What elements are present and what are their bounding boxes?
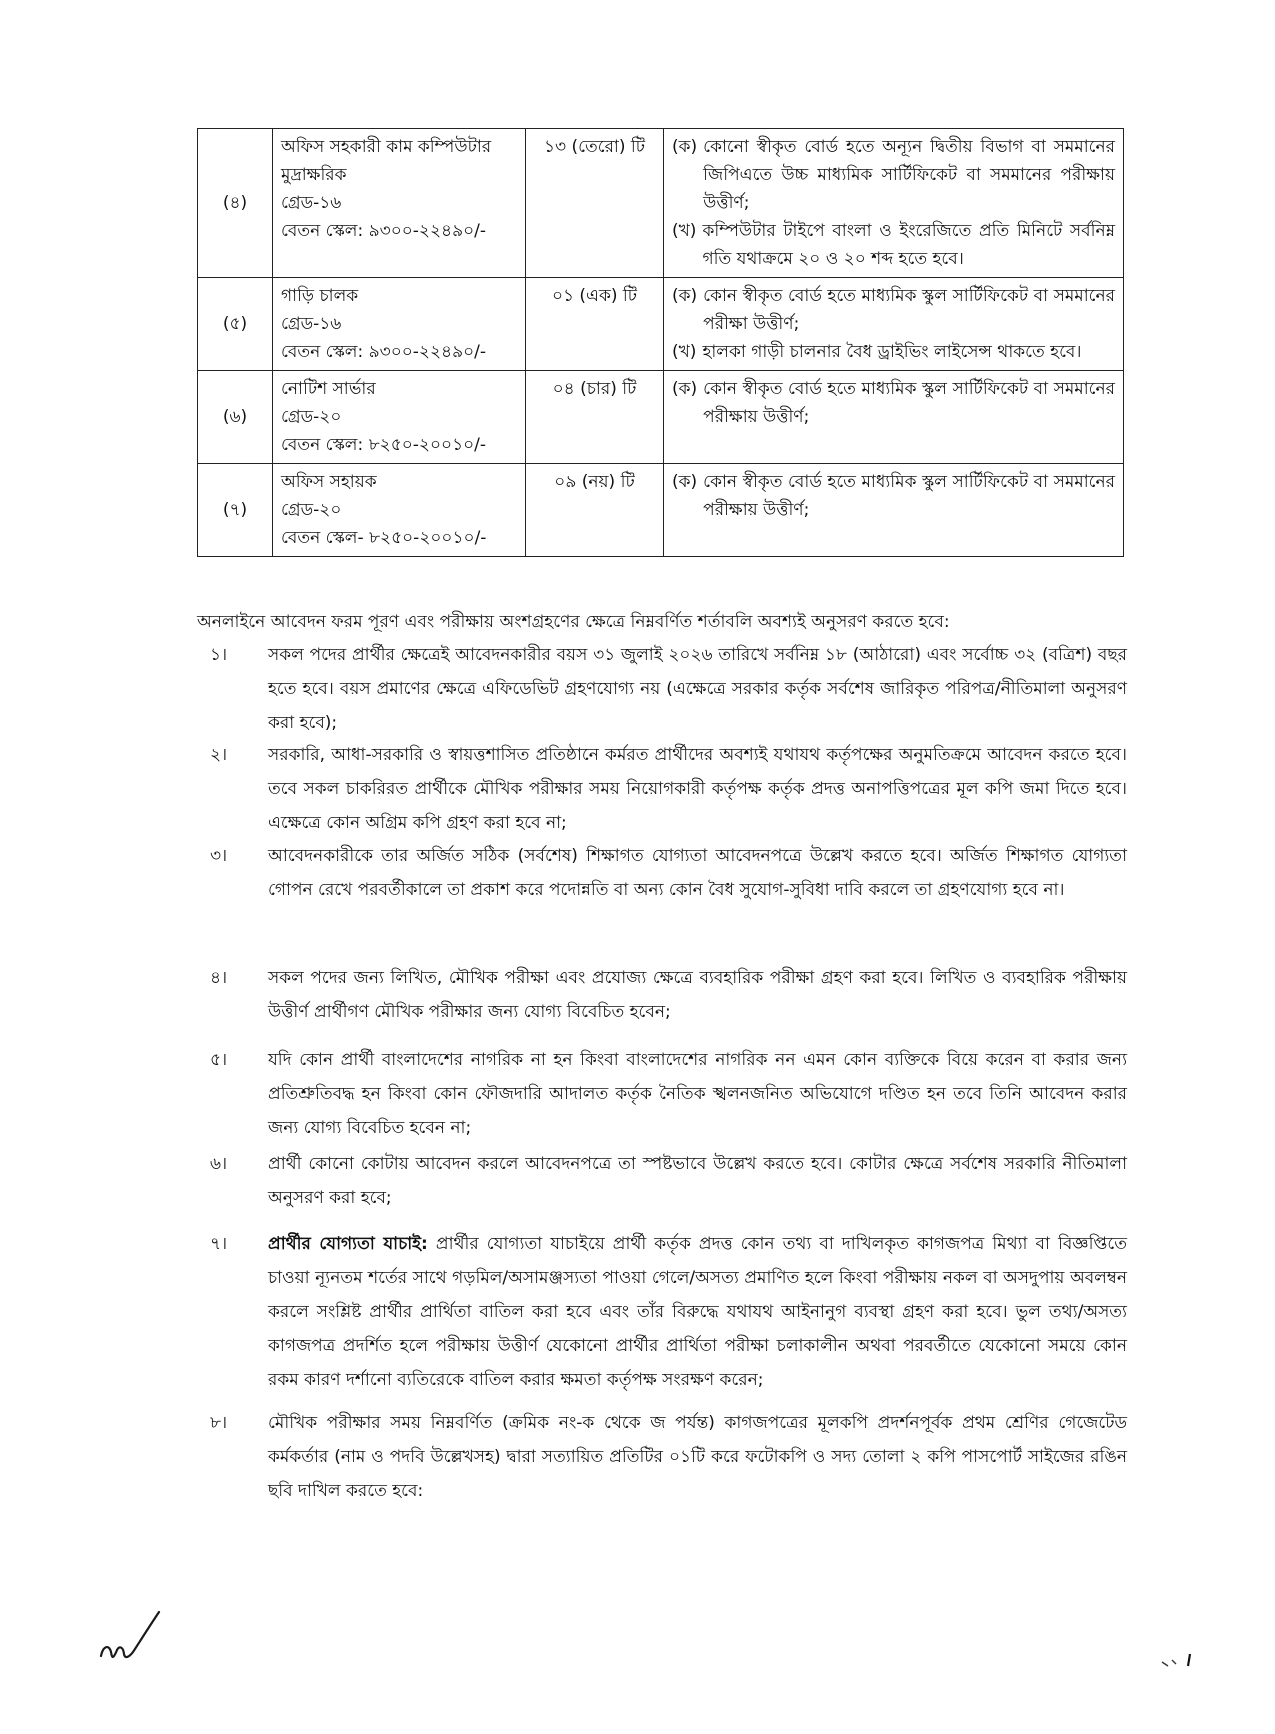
qualification-item — [672, 217, 1115, 273]
post-count: ০১ (এক) টি — [526, 278, 664, 371]
post-row — [198, 371, 1124, 464]
post-qualification-cell — [664, 371, 1124, 464]
signature-mark — [97, 1600, 177, 1670]
qualification-item — [672, 282, 1115, 338]
condition-item — [210, 1227, 1127, 1397]
post-serial: (৫) — [198, 278, 273, 371]
condition-item — [210, 1406, 1127, 1508]
condition-text — [268, 738, 1127, 840]
qualification-text: কোন স্বীকৃত বোর্ড হতে মাধ্যমিক স্কুল সার্টিফিকেট বা সমমানের পরীক্ষায় উত্তীর্ণ; — [703, 472, 1115, 520]
condition-number: ৩। — [210, 846, 228, 866]
post-line: গ্রেড-২০ — [281, 407, 342, 427]
condition-text — [268, 961, 1127, 1029]
post-line: গাড়ি চালক — [281, 286, 359, 306]
qualification-key: (ক) — [672, 137, 698, 157]
qualification-text: কম্পিউটার টাইপে বাংলা ও ইংরেজিতে প্রতি মিনিটে সর্বনিম্ন গতি যথাক্রমে ২০ ও ২০ শব্দ হতে হবে। — [702, 221, 1115, 269]
condition-number: ৪। — [210, 968, 228, 988]
post-name-cell — [273, 129, 526, 278]
post-row — [198, 278, 1124, 371]
post-count: ০৯ (নয়) টি — [526, 464, 664, 557]
post-qualification-cell — [664, 278, 1124, 371]
condition-number: ৮। — [210, 1413, 228, 1433]
post-qualification-cell — [664, 464, 1124, 557]
qualification-item — [672, 338, 1115, 366]
post-row — [198, 129, 1124, 278]
condition-text — [268, 1406, 1127, 1508]
condition-text — [268, 1043, 1127, 1145]
condition-body: আবেদনকারীকে তার অর্জিত সঠিক (সর্বশেষ) শিক্ষাগত যোগ্যতা আবেদনপত্রে উল্লেখ করতে হবে। অর্জিত শিক্ষাগত যোগ্যতা গোপন রেখে পরবর্তীকালে তা প্রকাশ করে পদোন্নতি বা অন্য কোন বৈধ সুযোগ-সুবিধা দাবি করলে তা গ্রহণযোগ্য হবে না। — [268, 846, 1127, 900]
qualification-text: হালকা গাড়ী চালনার বৈধ ড্রাইভিং লাইসেন্স থাকতে হবে। — [702, 342, 1082, 362]
post-line: গ্রেড-১৬ — [281, 193, 342, 213]
post-qualification-cell — [664, 129, 1124, 278]
post-line: গ্রেড-২০ — [281, 500, 342, 520]
post-count: ১৩ (তেরো) টি — [526, 129, 664, 278]
post-name-cell — [273, 464, 526, 557]
post-serial: (৪) — [198, 129, 273, 278]
post-line: মুদ্রাক্ষরিক — [281, 165, 347, 185]
qualification-key: (খ) — [672, 221, 697, 241]
qualification-text: কোনো স্বীকৃত বোর্ড হতে অন্যূন দ্বিতীয় বিভাগ বা সমমানের জিপিএতে উচ্চ মাধ্যমিক সার্টিফিকেট বা সমমানের পরীক্ষায় উত্তীর্ণ; — [703, 137, 1115, 213]
condition-number: ৬। — [210, 1154, 228, 1174]
condition-item — [210, 738, 1127, 840]
condition-item — [210, 638, 1127, 740]
condition-item — [210, 961, 1127, 1029]
post-line: অফিস সহায়ক — [281, 472, 377, 492]
qualification-item — [672, 468, 1115, 524]
qualification-text: কোন স্বীকৃত বোর্ড হতে মাধ্যমিক স্কুল সার্টিফিকেট বা সমমানের পরীক্ষায় উত্তীর্ণ; — [703, 379, 1115, 427]
post-line: গ্রেড-১৬ — [281, 314, 342, 334]
condition-text — [268, 638, 1127, 740]
condition-body: সরকারি, আধা-সরকারি ও স্বায়ত্তশাসিত প্রতিষ্ঠানে কর্মরত প্রার্থীদের অবশ্যই যথাযথ কর্তৃপক্ষের অনুমতিক্রমে আবেদন করতে হবে। তবে সকল চাকরিরত প্রার্থীকে মৌখিক পরীক্ষার সময় নিয়োগকারী কর্তৃপক্ষ কর্তৃক প্রদত্ত অনাপত্তিপত্রের মূল কপি জমা দিতে হবে। এক্ষেত্রে কোন অগ্রিম কপি গ্রহণ করা হবে না; — [268, 745, 1127, 833]
qualification-item — [672, 375, 1115, 431]
qualification-key: (খ) — [672, 342, 697, 362]
condition-body: সকল পদের প্রার্থীর ক্ষেত্রেই আবেদনকারীর বয়স ৩১ জুলাই ২০২৬ তারিখে সর্বনিম্ন ১৮ (আঠারো) এবং সর্বোচ্চ ৩২ (বত্রিশ) বছর হতে হবে। বয়স প্রমাণের ক্ষেত্রে এফিডেভিট গ্রহণযোগ্য নয় (এক্ষেত্রে সরকার কর্তৃক সর্বশেষ জারিকৃত পরিপত্র/নীতিমালা অনুসরণ করা হবে); — [268, 645, 1127, 733]
post-line: বেতন স্কেল: ৮২৫০-২০০১০/- — [281, 435, 487, 455]
post-row — [198, 464, 1124, 557]
condition-body: প্রার্থী কোনো কোটায় আবেদন করলে আবেদনপত্রে তা স্পষ্টভাবে উল্লেখ করতে হবে। কোটার ক্ষেত্রে সর্বশেষ সরকারি নীতিমালা অনুসরণ করা হবে; — [268, 1154, 1127, 1208]
qualification-key: (ক) — [672, 286, 698, 306]
condition-text — [268, 1147, 1127, 1215]
condition-body: প্রার্থীর যোগ্যতা যাচাইয়ে প্রার্থী কর্তৃক প্রদত্ত কোন তথ্য বা দাখিলকৃত কাগজপত্র মিথ্যা বা বিজ্ঞপ্তিতে চাওয়া ন্যূনতম শর্তের সাথে গড়মিল/অসামঞ্জস্যতা পাওয়া গেলে/অসত্য প্রমাণিত হলে কিংবা পরীক্ষায় নকল বা অসদুপায় অবলম্বন করলে সংশ্লিষ্ট প্রার্থীর প্রার্থিতা বাতিল করা হবে এবং তাঁর বিরুদ্ধে যথাযথ আইনানুগ ব্যবস্থা গ্রহণ করা হবে। ভুল তথ্য/অসত্য কাগজপত্র প্রদর্শিত হলে পরীক্ষায় উত্তীর্ণ যেকোনো প্রার্থীর প্রার্থিতা পরীক্ষা চলাকালীন অথবা পরবর্তীতে যেকোনো সময়ে কোন রকম কারণ দর্শানো ব্যতিরেকে বাতিল করার ক্ষমতা কর্তৃপক্ষ সংরক্ষণ করেন; — [268, 1234, 1127, 1390]
condition-item — [210, 839, 1127, 907]
post-line: বেতন স্কেল: ৯৩০০-২২৪৯০/- — [281, 342, 487, 362]
qualification-text: কোন স্বীকৃত বোর্ড হতে মাধ্যমিক স্কুল সার্টিফিকেট বা সমমানের পরীক্ষা উত্তীর্ণ; — [703, 286, 1115, 334]
corner-scribble — [1160, 1652, 1200, 1672]
post-line: অফিস সহকারী কাম কম্পিউটার — [281, 137, 492, 157]
condition-number: ৫। — [210, 1050, 228, 1070]
condition-item — [210, 1147, 1127, 1215]
post-line: নোটিশ সার্ভার — [281, 379, 376, 399]
condition-item — [210, 1043, 1127, 1145]
condition-number: ৭। — [210, 1234, 228, 1254]
post-name-cell — [273, 278, 526, 371]
qualification-key: (ক) — [672, 472, 698, 492]
condition-body: সকল পদের জন্য লিখিত, মৌখিক পরীক্ষা এবং প্রযোজ্য ক্ষেত্রে ব্যবহারিক পরীক্ষা গ্রহণ করা হবে। লিখিত ও ব্যবহারিক পরীক্ষায় উত্তীর্ণ প্রার্থীগণ মৌখিক পরীক্ষার জন্য যোগ্য বিবেচিত হবেন; — [268, 968, 1127, 1022]
condition-text — [268, 1227, 1127, 1397]
qualification-item — [672, 133, 1115, 217]
post-count: ০৪ (চার) টি — [526, 371, 664, 464]
condition-body: যদি কোন প্রার্থী বাংলাদেশের নাগরিক না হন কিংবা বাংলাদেশের নাগরিক নন এমন কোন ব্যক্তিকে বিয়ে করেন বা করার জন্য প্রতিশ্রুতিবদ্ধ হন কিংবা কোন ফৌজদারি আদালত কর্তৃক নৈতিক স্খলনজনিত অভিযোগে দণ্ডিত হন তবে তিনি আবেদন করার জন্য যোগ্য বিবেচিত হবেন না; — [268, 1050, 1127, 1138]
condition-text — [268, 839, 1127, 907]
post-name-cell — [273, 371, 526, 464]
condition-number: ২। — [210, 745, 228, 765]
conditions-intro: অনলাইনে আবেদন ফরম পূরণ এবং পরীক্ষায় অংশগ্রহণের ক্ষেত্রে নিম্নবর্ণিত শর্তাবলি অবশ্যই অনুসরণ করতে হবে: — [197, 612, 950, 632]
condition-body: মৌখিক পরীক্ষার সময় নিম্নবর্ণিত (ক্রমিক নং-ক থেকে জ পর্যন্ত) কাগজপত্রের মূলকপি প্রদর্শনপূর্বক প্রথম শ্রেণির গেজেটেড কর্মকর্তার (নাম ও পদবি উল্লেখসহ) দ্বারা সত্যায়িত প্রতিটির ০১টি করে ফটোকপি ও সদ্য তোলা ২ কপি পাসপোর্ট সাইজের রঙিন ছবি দাখিল করতে হবে: — [268, 1413, 1127, 1501]
post-serial: (৬) — [198, 371, 273, 464]
post-serial: (৭) — [198, 464, 273, 557]
condition-heading: প্রার্থীর যোগ্যতা যাচাই: — [268, 1234, 428, 1254]
posts-table — [197, 128, 1124, 557]
post-line: বেতন স্কেল: ৯৩০০-২২৪৯০/- — [281, 221, 487, 241]
condition-number: ১। — [210, 645, 228, 665]
qualification-key: (ক) — [672, 379, 698, 399]
post-line: বেতন স্কেল- ৮২৫০-২০০১০/- — [281, 528, 487, 548]
